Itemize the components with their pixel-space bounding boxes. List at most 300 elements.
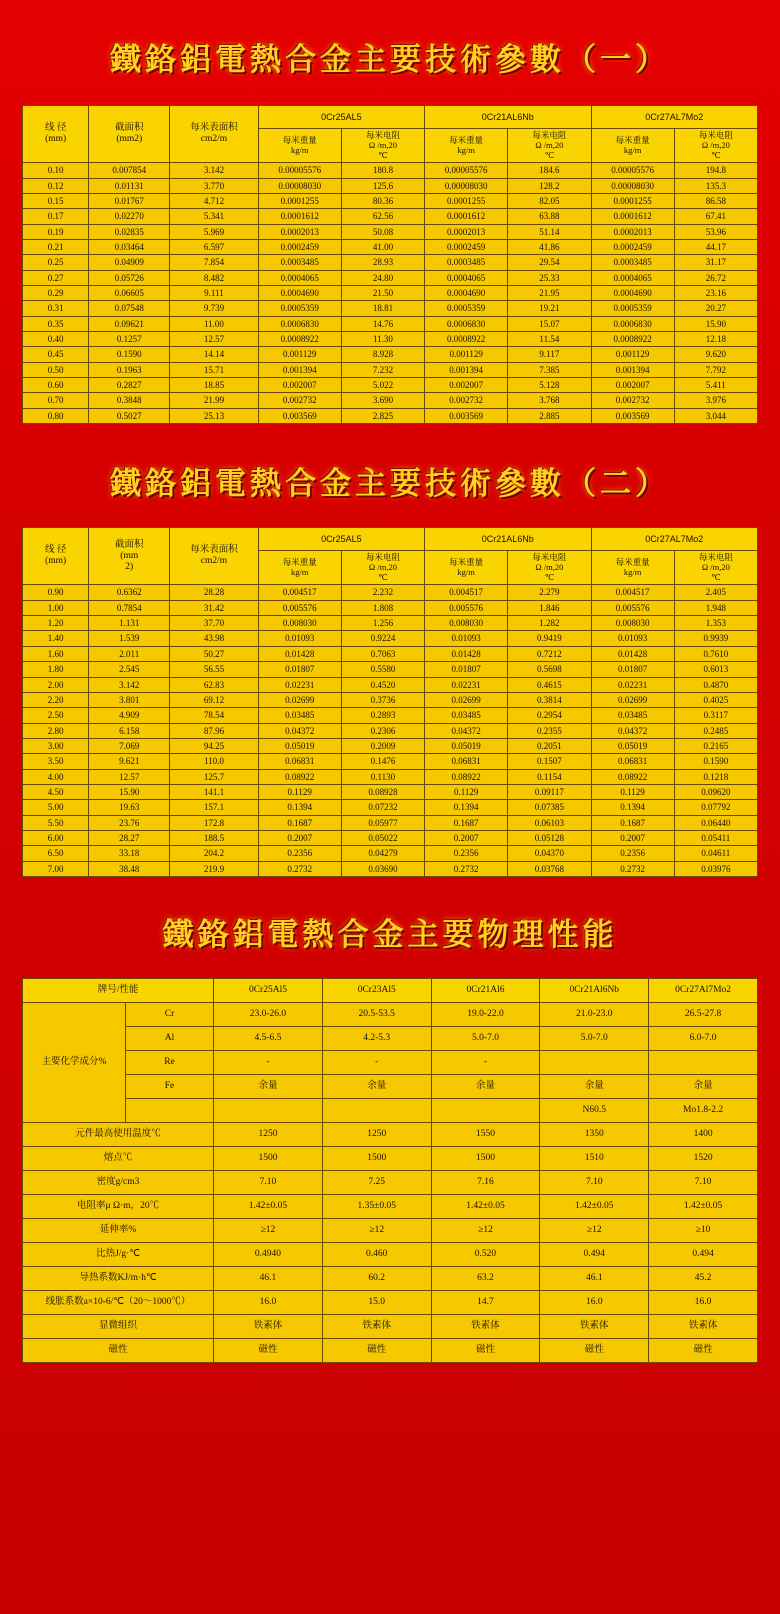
table-row (23, 347, 758, 362)
table-cell: 0.0001255 (425, 193, 508, 208)
table-cell: 184.6 (508, 163, 591, 178)
table-cell: 0.1257 (89, 332, 170, 347)
table-cell: 26.72 (674, 270, 757, 285)
table-cell: 29.54 (508, 255, 591, 270)
property-value: 磁性 (540, 1338, 649, 1362)
table-cell: 0.19 (23, 224, 89, 239)
table-cell: 3.976 (674, 393, 757, 408)
table-cell: 0.06831 (425, 754, 508, 769)
table-cell: 3.50 (23, 754, 89, 769)
table-cell: 141.1 (170, 784, 258, 799)
table-cell: 0.01093 (258, 631, 341, 646)
table-cell: 15.90 (89, 784, 170, 799)
table-cell: 0.2732 (258, 861, 341, 876)
table-cell: 0.05019 (591, 738, 674, 753)
property-value: 铁素体 (649, 1314, 758, 1338)
property-value: 16.0 (214, 1290, 323, 1314)
property-name: 熔点℃ (23, 1146, 214, 1170)
table-cell: 2.80 (23, 723, 89, 738)
table-cell: 0.0001255 (591, 193, 674, 208)
composition-value: 余量 (431, 1074, 540, 1098)
table-row (23, 209, 758, 224)
table-cell: 125.6 (341, 178, 424, 193)
table-cell: 172.8 (170, 815, 258, 830)
tech-parameters-table-2 (22, 527, 758, 877)
table-row (23, 585, 758, 600)
table-row (23, 240, 758, 255)
table-cell: 0.02231 (591, 677, 674, 692)
table-cell: 0.40 (23, 332, 89, 347)
table-cell: 0.04909 (89, 255, 170, 270)
table-row (23, 1338, 758, 1362)
property-value: 7.10 (540, 1170, 649, 1194)
table-cell: 0.0001612 (591, 209, 674, 224)
table-cell: 1.20 (23, 616, 89, 631)
grade-header-0: 0Cr25Al5 (214, 978, 323, 1002)
subcol-resistance-3: 每米电阻 Ω /m,20 ℃ (674, 129, 757, 163)
property-value: 7.10 (214, 1170, 323, 1194)
table-cell: 3.142 (170, 163, 258, 178)
property-name: 磁性 (23, 1338, 214, 1362)
table-cell: 0.0004065 (258, 270, 341, 285)
table-row (23, 332, 758, 347)
table-cell: 0.4615 (508, 677, 591, 692)
table-cell: 14.76 (341, 316, 424, 331)
table-cell: 0.1687 (591, 815, 674, 830)
table-cell: 3.801 (89, 692, 170, 707)
table-cell: 0.0004690 (258, 286, 341, 301)
table-1-body (23, 163, 758, 424)
table-row (23, 1290, 758, 1314)
table-cell: 78.54 (170, 708, 258, 723)
table-cell: 0.15 (23, 193, 89, 208)
group-header-0cr25al5: 0Cr25AL5 (258, 528, 424, 551)
table-row (23, 163, 758, 178)
table-row (23, 631, 758, 646)
property-value: 0.4940 (214, 1242, 323, 1266)
table-cell: 0.0008922 (591, 332, 674, 347)
table-cell: 0.2355 (508, 723, 591, 738)
table-cell: 41.86 (508, 240, 591, 255)
table-cell: 31.17 (674, 255, 757, 270)
table-cell: 0.004517 (425, 585, 508, 600)
property-value: 16.0 (649, 1290, 758, 1314)
table-cell: 0.001394 (591, 362, 674, 377)
composition-element: Al (125, 1026, 213, 1050)
table-cell: 0.04372 (591, 723, 674, 738)
table-cell: 0.07792 (674, 800, 757, 815)
table-cell: 23.76 (89, 815, 170, 830)
subcol-weight-2: 每米重量 kg/m (425, 129, 508, 163)
table-cell: 1.40 (23, 631, 89, 646)
table-cell: 0.2732 (425, 861, 508, 876)
property-value: 46.1 (540, 1266, 649, 1290)
property-value: 1350 (540, 1122, 649, 1146)
composition-value: 余量 (322, 1074, 431, 1098)
table-cell: 0.001129 (258, 347, 341, 362)
table-cell: 15.07 (508, 316, 591, 331)
table-cell: 0.25 (23, 255, 89, 270)
table-cell: 33.18 (89, 846, 170, 861)
table-cell: 8.482 (170, 270, 258, 285)
table-cell: 0.06103 (508, 815, 591, 830)
property-value: 16.0 (540, 1290, 649, 1314)
table-cell: 0.003569 (425, 408, 508, 423)
table-cell: 157.1 (170, 800, 258, 815)
table-header-row (23, 106, 758, 129)
table-cell: 1.282 (508, 616, 591, 631)
composition-label: 主要化学成分% (23, 1002, 126, 1122)
table-row (23, 800, 758, 815)
table-cell: 28.27 (89, 830, 170, 845)
table-cell: 0.2356 (591, 846, 674, 861)
property-value: 1500 (322, 1146, 431, 1170)
composition-element: Re (125, 1050, 213, 1074)
property-value: 铁素体 (214, 1314, 323, 1338)
table-cell: 7.232 (341, 362, 424, 377)
table-cell: 1.131 (89, 616, 170, 631)
table-cell: 1.808 (341, 600, 424, 615)
table-cell: 0.01807 (425, 662, 508, 677)
table-row (23, 255, 758, 270)
table-cell: 0.21 (23, 240, 89, 255)
table-cell: 0.0005359 (591, 301, 674, 316)
table-cell: 0.2009 (341, 738, 424, 753)
table-cell: 0.1129 (591, 784, 674, 799)
table-cell: 37.70 (170, 616, 258, 631)
table-cell: 0.00008030 (591, 178, 674, 193)
table-cell: 180.8 (341, 163, 424, 178)
composition-value: 5.0-7.0 (540, 1026, 649, 1050)
table-cell: 0.002732 (425, 393, 508, 408)
table-row (23, 301, 758, 316)
table-cell: 8.928 (341, 347, 424, 362)
composition-value (540, 1050, 649, 1074)
property-value: ≥12 (322, 1218, 431, 1242)
table-cell: 19.63 (89, 800, 170, 815)
table-row (23, 708, 758, 723)
col-header-surface-area: 每米表面积 cm2/m (170, 106, 258, 163)
property-value: ≥12 (540, 1218, 649, 1242)
property-value: 1250 (322, 1122, 431, 1146)
table-cell: 0.0008922 (425, 332, 508, 347)
table-cell: 0.1154 (508, 769, 591, 784)
property-name: 元件最高使用温度℃ (23, 1122, 214, 1146)
table-row (23, 316, 758, 331)
table-cell: 11.30 (341, 332, 424, 347)
table-cell: 0.17 (23, 209, 89, 224)
table-cell: 0.1476 (341, 754, 424, 769)
table-cell: 0.50 (23, 362, 89, 377)
property-value: 0.460 (322, 1242, 431, 1266)
group-header-0cr21al6nb: 0Cr21AL6Nb (425, 106, 591, 129)
group-header-0cr27al7mo2: 0Cr27AL7Mo2 (591, 528, 758, 551)
table-cell: 0.2893 (341, 708, 424, 723)
section-1-title: 鐵鉻鋁電熱合金主要技術參數（一） (110, 42, 670, 78)
table-cell: 0.0004065 (425, 270, 508, 285)
table-cell: 0.0002013 (425, 224, 508, 239)
table-cell: 0.05411 (674, 830, 757, 845)
table-cell: 125.7 (170, 769, 258, 784)
table-cell: 0.08928 (341, 784, 424, 799)
table-cell: 0.70 (23, 393, 89, 408)
subcol-resistance-1: 每米电阻 Ω /m,20 ℃ (341, 129, 424, 163)
table-cell: 0.29 (23, 286, 89, 301)
table-cell: 15.90 (674, 316, 757, 331)
property-name: 导热系数KJ/m·h℃ (23, 1266, 214, 1290)
property-value: 0.494 (649, 1242, 758, 1266)
table-cell: 0.35 (23, 316, 89, 331)
table-cell: 31.42 (170, 600, 258, 615)
table-row (23, 616, 758, 631)
table-cell: 0.1394 (258, 800, 341, 815)
table-cell: 194.8 (674, 163, 757, 178)
table-cell: 0.001394 (425, 362, 508, 377)
composition-value: 6.0-7.0 (649, 1026, 758, 1050)
table-cell: 0.6013 (674, 662, 757, 677)
table-cell: 0.008030 (425, 616, 508, 631)
table-cell: 0.0004690 (591, 286, 674, 301)
table-cell: 0.12 (23, 178, 89, 193)
table-row (23, 393, 758, 408)
table-cell: 0.04370 (508, 846, 591, 861)
table-cell: 0.3117 (674, 708, 757, 723)
table-cell: 9.739 (170, 301, 258, 316)
table-cell: 7.385 (508, 362, 591, 377)
table-row (23, 846, 758, 861)
col-header-section-area: 截面积 (mm2) (89, 106, 170, 163)
property-value: 60.2 (322, 1266, 431, 1290)
table-cell: 0.05726 (89, 270, 170, 285)
table-row (23, 178, 758, 193)
table-cell: 0.2732 (591, 861, 674, 876)
table-cell: 50.27 (170, 646, 258, 661)
table-row (23, 784, 758, 799)
col-header-section-area: 截面积 (mm 2) (89, 528, 170, 585)
table-cell: 0.04372 (258, 723, 341, 738)
table-cell: 0.0004065 (591, 270, 674, 285)
table-cell: 7.069 (89, 738, 170, 753)
table-cell: 0.02231 (258, 677, 341, 692)
table-row (23, 1146, 758, 1170)
property-value: 1400 (649, 1122, 758, 1146)
composition-value: 4.5-6.5 (214, 1026, 323, 1050)
table-cell: 0.03464 (89, 240, 170, 255)
composition-value: 26.5-27.8 (649, 1002, 758, 1026)
table-cell: 0.007854 (89, 163, 170, 178)
table-cell: 0.2051 (508, 738, 591, 753)
table-cell: 0.4520 (341, 677, 424, 692)
table-cell: 0.002007 (258, 378, 341, 393)
table-row (23, 861, 758, 876)
table-cell: 0.06440 (674, 815, 757, 830)
table-cell: 0.2007 (258, 830, 341, 845)
property-value: 0.520 (431, 1242, 540, 1266)
table-cell: 2.885 (508, 408, 591, 423)
table-cell: 53.96 (674, 224, 757, 239)
property-name: 密度g/cm3 (23, 1170, 214, 1194)
property-name: 显微组织 (23, 1314, 214, 1338)
property-value: 0.494 (540, 1242, 649, 1266)
table-cell: 0.0003485 (425, 255, 508, 270)
table-row (23, 286, 758, 301)
table-cell: 0.05022 (341, 830, 424, 845)
composition-value: - (322, 1050, 431, 1074)
table-cell: 0.1507 (508, 754, 591, 769)
table-cell: 0.5580 (341, 662, 424, 677)
table-cell: 0.01767 (89, 193, 170, 208)
table-cell: 0.0002013 (591, 224, 674, 239)
table-cell: 11.54 (508, 332, 591, 347)
table-cell: 0.1963 (89, 362, 170, 377)
table-cell: 86.58 (674, 193, 757, 208)
table-cell: 25.33 (508, 270, 591, 285)
table-cell: 0.08922 (591, 769, 674, 784)
table-row (23, 378, 758, 393)
table-cell: 0.00005576 (258, 163, 341, 178)
table-cell: 43.98 (170, 631, 258, 646)
table-cell: 1.846 (508, 600, 591, 615)
table-cell: 0.05977 (341, 815, 424, 830)
table-cell: 15.71 (170, 362, 258, 377)
table-cell: 0.005576 (425, 600, 508, 615)
table-cell: 0.09621 (89, 316, 170, 331)
table-cell: 2.232 (341, 585, 424, 600)
property-value: 1510 (540, 1146, 649, 1170)
table-cell: 0.03690 (341, 861, 424, 876)
property-value: 1500 (214, 1146, 323, 1170)
bottom-spacer (0, 1363, 780, 1377)
composition-value (431, 1098, 540, 1122)
table-cell: 11.00 (170, 316, 258, 331)
table-row (23, 408, 758, 423)
table-cell: 0.002007 (591, 378, 674, 393)
table-cell: 0.07548 (89, 301, 170, 316)
table-cell: 0.002007 (425, 378, 508, 393)
physical-header-label: 牌号/性能 (23, 978, 214, 1002)
section-3-table-wrap (0, 978, 780, 1363)
property-value: 1500 (431, 1146, 540, 1170)
table-cell: 6.158 (89, 723, 170, 738)
table-cell: 0.0001612 (258, 209, 341, 224)
table-cell: 9.117 (508, 347, 591, 362)
table-cell: 3.690 (341, 393, 424, 408)
composition-value: N60.5 (540, 1098, 649, 1122)
table-cell: 41.00 (341, 240, 424, 255)
composition-value: 19.0-22.0 (431, 1002, 540, 1026)
table-cell: 0.008030 (591, 616, 674, 631)
table-row (23, 362, 758, 377)
table-cell: 62.83 (170, 677, 258, 692)
table-cell: 0.2954 (508, 708, 591, 723)
grade-header-3: 0Cr21Al6Nb (540, 978, 649, 1002)
table-cell: 2.405 (674, 585, 757, 600)
composition-value: Mo1.8-2.2 (649, 1098, 758, 1122)
table-cell: 38.48 (89, 861, 170, 876)
table-row (23, 1170, 758, 1194)
property-value: ≥12 (431, 1218, 540, 1242)
table-cell: 0.03768 (508, 861, 591, 876)
table-cell: 0.31 (23, 301, 89, 316)
table-cell: 0.08922 (425, 769, 508, 784)
table-cell: 5.969 (170, 224, 258, 239)
group-header-0cr27al7mo2: 0Cr27AL7Mo2 (591, 106, 758, 129)
table-cell: 0.2007 (591, 830, 674, 845)
table-row (23, 1050, 758, 1074)
table-cell: 0.04372 (425, 723, 508, 738)
table-cell: 128.2 (508, 178, 591, 193)
table-cell: 0.1394 (591, 800, 674, 815)
property-value: 14.7 (431, 1290, 540, 1314)
section-3-title: 鐵鉻鋁電熱合金主要物理性能 (162, 916, 618, 953)
table-cell: 0.02835 (89, 224, 170, 239)
table-cell: 0.00008030 (425, 178, 508, 193)
table-cell: 0.2306 (341, 723, 424, 738)
table-cell: 0.1590 (89, 347, 170, 362)
table-row (23, 224, 758, 239)
composition-value: 余量 (649, 1074, 758, 1098)
table-cell: 3.00 (23, 738, 89, 753)
table-cell: 3.770 (170, 178, 258, 193)
table-cell: 0.03976 (674, 861, 757, 876)
subcol-weight-3: 每米重量 kg/m (591, 129, 674, 163)
table-cell: 9.620 (674, 347, 757, 362)
table-cell: 21.99 (170, 393, 258, 408)
table-cell: 12.18 (674, 332, 757, 347)
table-cell: 20.27 (674, 301, 757, 316)
table-row (23, 723, 758, 738)
table-cell: 5.50 (23, 815, 89, 830)
table-cell: 1.353 (674, 616, 757, 631)
table-cell: 0.01807 (258, 662, 341, 677)
composition-element: Fe (125, 1074, 213, 1098)
table-row (23, 815, 758, 830)
table-cell: 0.27 (23, 270, 89, 285)
table-cell: 0.002732 (591, 393, 674, 408)
composition-value: 23.0-26.0 (214, 1002, 323, 1026)
table-cell: 44.17 (674, 240, 757, 255)
table-cell: 62.56 (341, 209, 424, 224)
table-cell: 0.04611 (674, 846, 757, 861)
table-cell: 2.279 (508, 585, 591, 600)
tech-parameters-table-1 (22, 105, 758, 424)
physical-properties-table (22, 978, 758, 1363)
table-cell: 0.01093 (425, 631, 508, 646)
table-cell: 0.0006830 (591, 316, 674, 331)
table-cell: 3.142 (89, 677, 170, 692)
table-cell: 1.00 (23, 600, 89, 615)
table-cell: 135.3 (674, 178, 757, 193)
table-cell: 0.09117 (508, 784, 591, 799)
table-cell: 0.0008922 (258, 332, 341, 347)
table-cell: 0.60 (23, 378, 89, 393)
composition-value: - (431, 1050, 540, 1074)
table-cell: 0.2827 (89, 378, 170, 393)
table-cell: 0.4870 (674, 677, 757, 692)
table-cell: 2.20 (23, 692, 89, 707)
table-cell: 5.022 (341, 378, 424, 393)
table-cell: 0.2356 (425, 846, 508, 861)
table-cell: 0.003569 (258, 408, 341, 423)
section-1-table-wrap (0, 105, 780, 424)
table-row (23, 646, 758, 661)
table-cell: 18.85 (170, 378, 258, 393)
subcol-resistance-2: 每米电阻 Ω /m,20 ℃ (508, 551, 591, 585)
table-cell: 0.05019 (258, 738, 341, 753)
subcol-resistance-2: 每米电阻 Ω /m,20 ℃ (508, 129, 591, 163)
property-value: 1550 (431, 1122, 540, 1146)
property-value: ≥10 (649, 1218, 758, 1242)
